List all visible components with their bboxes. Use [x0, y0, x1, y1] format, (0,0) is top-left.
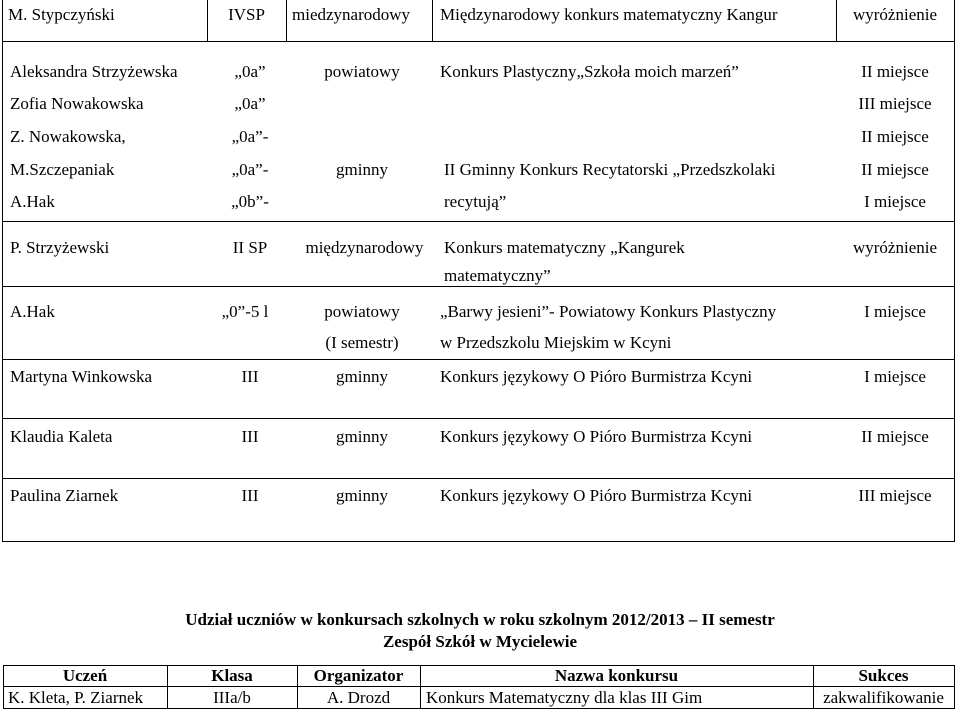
- table-cell-name: A.Hak: [10, 302, 55, 321]
- table-cell-uczen: K. Kleta, P. Ziarnek: [8, 688, 144, 707]
- table-cell-name: Klaudia Kaleta: [10, 427, 113, 446]
- table-cell-konkurs: Międzynarodowy konkurs matematyczny Kangur: [440, 5, 778, 24]
- table-cell-name: Martyna Winkowska: [10, 367, 153, 386]
- table-cell-konkurs: Konkurs matematyczny „Kangurek: [444, 238, 685, 257]
- table-cell-klasa: IVSP: [228, 5, 265, 24]
- table-border-right: [954, 0, 955, 542]
- table-cell-sukces: I miejsce: [864, 192, 926, 211]
- row-divider: [2, 286, 955, 287]
- table-border-right: [954, 665, 955, 709]
- table-cell-sukces: II miejsce: [861, 427, 929, 446]
- row-divider: [2, 41, 955, 42]
- table-cell-konkurs: Konkurs Matematyczny dla klas III Gim: [426, 688, 703, 707]
- table-cell-konkurs: recytują”: [444, 192, 507, 211]
- table-cell-klasa: „0b”-: [231, 192, 269, 211]
- table-cell-organizator: gminny: [336, 160, 388, 179]
- table-cell-organizator: międzynarodowy: [305, 238, 424, 257]
- table-header-konkurs: Nazwa konkursu: [554, 666, 679, 685]
- table-cell-klasa: III: [241, 427, 259, 446]
- table-cell-klasa: IIIa/b: [213, 688, 251, 707]
- table-cell-konkurs: Konkurs językowy O Pióro Burmistrza Kcyni: [440, 367, 753, 386]
- row-divider: [2, 221, 955, 222]
- table-cell-klasa: „0a”: [234, 62, 266, 81]
- table-cell-name: Zofia Nowakowska: [10, 94, 144, 113]
- table-cell-sukces: II miejsce: [861, 127, 929, 146]
- table-header-klasa: Klasa: [211, 666, 253, 685]
- table-cell-konkurs: Konkurs językowy O Pióro Burmistrza Kcyni: [440, 486, 753, 505]
- table-cell-sukces: wyróżnienie: [852, 5, 938, 24]
- school-name: Zespół Szkół w Mycielewie: [382, 632, 578, 651]
- column-divider: [286, 0, 287, 42]
- table-cell-sukces: III miejsce: [858, 486, 932, 505]
- table-cell-klasa: III: [241, 486, 259, 505]
- table-cell-organizator: powiatowy: [324, 62, 400, 81]
- table-cell-klasa: „0a”-: [231, 127, 269, 146]
- table-cell-name: A.Hak: [10, 192, 55, 211]
- table-cell-klasa: „0a”: [234, 94, 266, 113]
- table-cell-sukces: II miejsce: [861, 62, 929, 81]
- table-header-organizator: Organizator: [313, 666, 404, 685]
- row-divider: [2, 478, 955, 479]
- table-cell-name: Z. Nowakowska,: [10, 127, 126, 146]
- table-cell-name: P. Strzyżewski: [10, 238, 110, 257]
- table-cell-klasa: „0”-5 l: [221, 302, 269, 321]
- row-divider: [2, 418, 955, 419]
- table-cell-sukces: wyróżnienie: [852, 238, 938, 257]
- table-cell-konkurs: „Barwy jesieni”- Powiatowy Konkurs Plastyczny: [440, 302, 777, 321]
- table-cell-name: M.Szczepaniak: [10, 160, 115, 179]
- table-cell-organizator-line2: (I semestr): [325, 333, 399, 352]
- table-cell-klasa: II SP: [232, 238, 268, 257]
- table-cell-name: Paulina Ziarnek: [10, 486, 119, 505]
- table-cell-organizator: gminny: [336, 367, 388, 386]
- table-cell-konkurs-line2: w Przedszkolu Miejskim w Kcyni: [440, 333, 672, 352]
- table-border-bottom: [2, 541, 955, 542]
- section-title: Udział uczniów w konkursach szkolnych w roku szkolnym 2012/2013 – II semestr: [185, 610, 775, 629]
- table-cell-konkurs: Konkurs Plastyczny„Szkoła moich marzeń”: [440, 62, 739, 81]
- table-cell-klasa: „0a”-: [231, 160, 269, 179]
- row-divider: [2, 359, 955, 360]
- table-cell-sukces: zakwalifikowanie: [823, 688, 944, 707]
- table-cell-sukces: I miejsce: [864, 302, 926, 321]
- table-cell-klasa: III: [241, 367, 259, 386]
- table-header-uczen: Uczeń: [62, 666, 108, 685]
- table-cell-sukces: I miejsce: [864, 367, 926, 386]
- table-cell-organizator: A. Drozd: [326, 688, 391, 707]
- table-cell-konkurs: Konkurs językowy O Pióro Burmistrza Kcyni: [440, 427, 753, 446]
- table-border-left: [2, 0, 3, 542]
- table-cell-name: Aleksandra Strzyżewska: [10, 62, 178, 81]
- table-cell-name: M. Stypczyński: [8, 5, 115, 24]
- table-cell-konkurs: II Gminny Konkurs Recytatorski „Przedszkolaki: [444, 160, 776, 179]
- table-cell-konkurs-line2: matematyczny”: [444, 266, 551, 285]
- table-header-sukces: Sukces: [858, 666, 909, 685]
- table-cell-organizator: gminny: [336, 486, 388, 505]
- table-cell-organizator: powiatowy: [324, 302, 400, 321]
- column-divider: [432, 0, 433, 42]
- table-cell-sukces: III miejsce: [858, 94, 932, 113]
- table-cell-sukces: II miejsce: [861, 160, 929, 179]
- table-cell-organizator: gminny: [336, 427, 388, 446]
- table-cell-organizator: miedzynarodowy: [292, 5, 411, 24]
